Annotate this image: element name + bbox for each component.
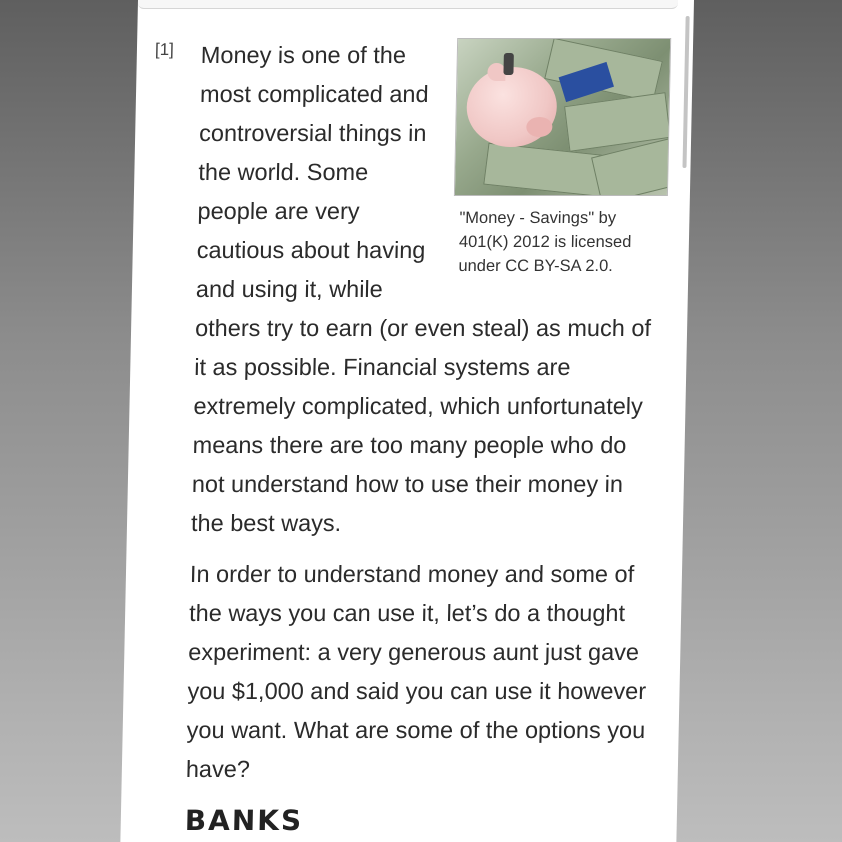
article-body [184,36,671,840]
bill-shape [483,143,609,196]
section-heading: BANKS [184,804,304,837]
pig-snout [526,117,552,137]
scrollbar[interactable] [682,16,689,168]
document-page [120,0,694,842]
reference-marker[interactable]: [1] [154,40,175,59]
page-top-edge [138,0,678,9]
paragraph-1: Money is one of the most complicated and controversial things in the world. Some people are very cautious about having and using it, while others try to earn (or even steal) as much of it as possible. Financial systems are extremely complicated, which unfortunately means there are too many people who do not understand how to use their money in the best ways. [190,42,652,536]
figure [452,38,671,278]
image-caption: "Money - Savings" by 401(K) 2012 is licensed under CC BY-SA 2.0. [458,209,632,275]
coin-icon [503,53,513,75]
paragraph-2: In order to understand money and some of the ways you can use it, let’s do a thought experiment: a very generous aunt just gave you $1,000 and said you can use it however you want. What are some of the options you have? [185,561,647,782]
piggy-bank-money-photo [454,38,671,196]
